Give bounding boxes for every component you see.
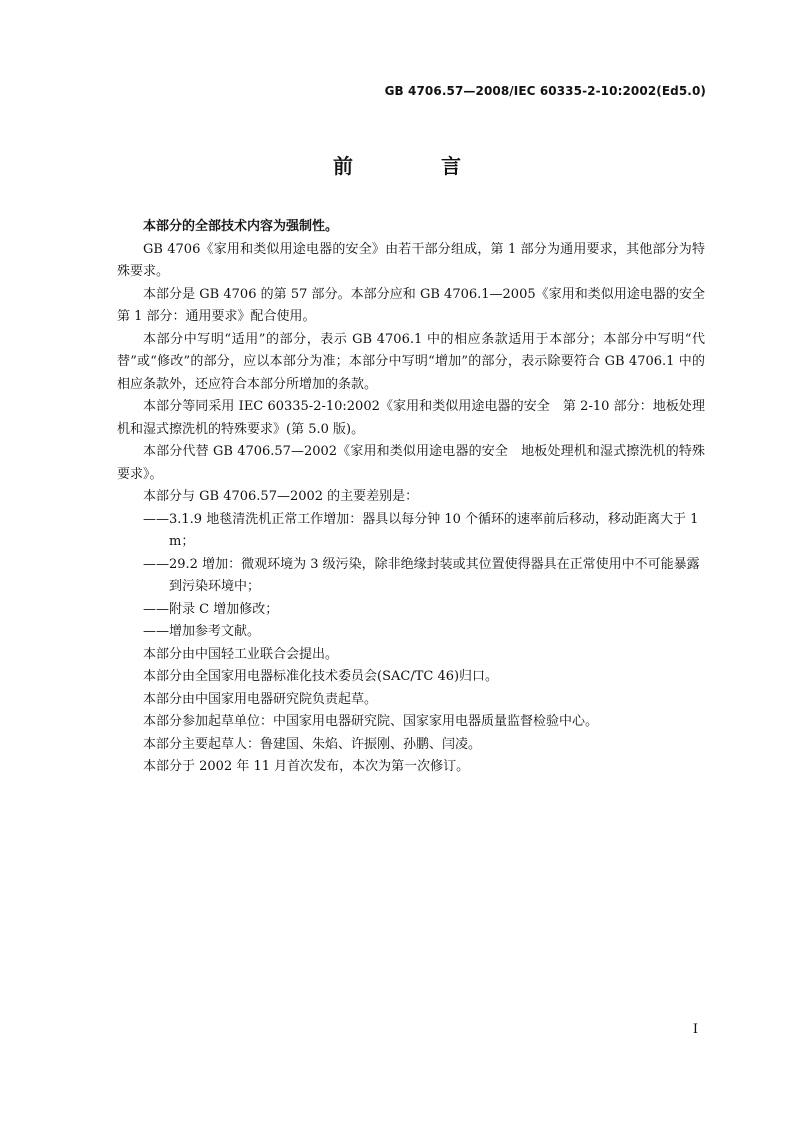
closing-paragraph: 本部分由中国轻工业联合会提出。 [143,646,339,662]
dash-marker: —— [143,556,169,572]
standard-number: GB 4706.57—2008/IEC 60335-2-10:2002(Ed5.0) [384,84,706,98]
dash-marker: —— [143,624,169,639]
closing-paragraph: 本部分由全国家用电器标准化技术委员会(SAC/TC 46)归口。 [143,669,499,684]
difference-text: 增加参考文献。 [169,624,261,639]
difference-text: 29.2 增加：微观环境为 3 级污染，除非绝缘封装或其位置使得器具在正常使用中不可能暴露到污染环境中； [169,556,700,594]
difference-item [117,599,705,622]
paragraph: 本部分中写明“适用”的部分，表示 GB 4706.1 中的相应条款适用于本部分；本部分中写明“代替”或“修改”的部分，应以本部分为准；本部分中写明“增加”的部分，表示除要符合 GB 4706.1 中的相应条款外，还应符合本部分所增加的条款。 [117,331,705,392]
paragraph: GB 4706《家用和类似用途电器的安全》由若干部分组成，第 1 部分为通用要求，其他部分为特殊要求。 [117,241,705,279]
page-title: 前 言 [333,154,495,178]
dash-marker: —— [143,601,169,617]
difference-item [117,621,705,644]
difference-text: 3.1.9 地毯清洗机正常工作增加：器具以每分钟 10 个循环的速率前后移动，移动距离大于 1 m； [169,511,699,549]
closing-paragraph: 本部分由中国家用电器研究院负责起草。 [143,691,378,707]
closing-paragraph: 本部分主要起草人：鲁建国、朱焰、许振刚、孙鹏、闫凌。 [143,736,482,752]
closing-paragraph: 本部分参加起草单位：中国家用电器研究院、国家家用电器质量监督检验中心。 [143,714,599,729]
difference-item [117,554,705,599]
paragraph: 本部分与 GB 4706.57—2002 的主要差别是： [143,489,419,504]
page-number: I [692,1022,698,1037]
paragraph: 本部分等同采用 IEC 60335-2-10:2002《家用和类似用途电器的安全 第 2-10 部分：地板处理机和湿式擦洗机的特殊要求》(第 5.0 版)。 [117,399,705,437]
closing-paragraph: 本部分于 2002 年 11 月首次发布，本次为第一次修订。 [143,759,470,774]
mandatory-statement: 本部分的全部技术内容为强制性。 [143,219,339,234]
difference-item [117,509,705,554]
paragraph: 本部分是 GB 4706 的第 57 部分。本部分应和 GB 4706.1—2005《家用和类似用途电器的安全 第 1 部分：通用要求》配合使用。 [117,286,719,324]
dash-marker: —— [143,511,169,527]
difference-text: 附录 C 增加修改； [169,601,279,617]
document-body [117,216,719,779]
paragraph: 本部分代替 GB 4706.57—2002《家用和类似用途电器的安全 地板处理机和湿式擦洗机的特殊要求》。 [117,444,705,482]
